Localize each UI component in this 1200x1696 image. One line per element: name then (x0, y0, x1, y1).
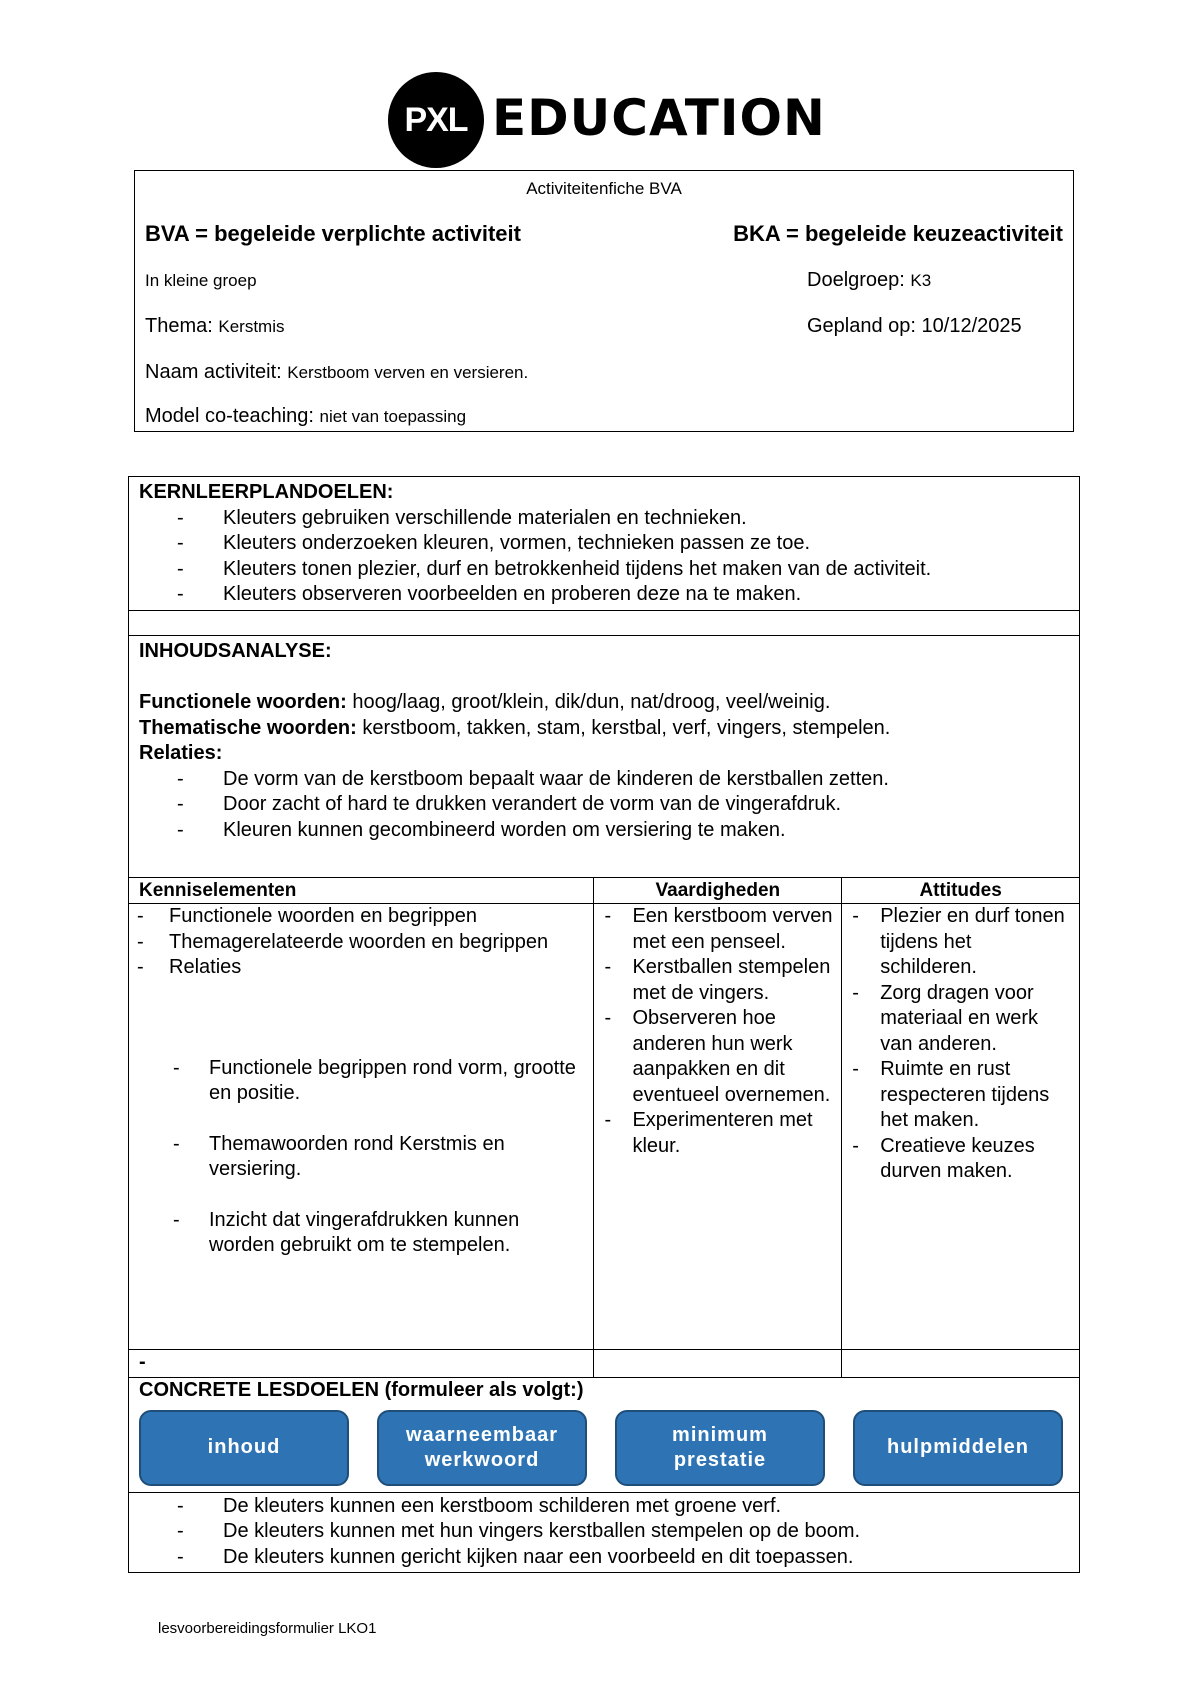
form-footer: lesvoorbereidingsformulier LKO1 (158, 1620, 377, 1637)
inhoud-title: INHOUDSANALYSE: (139, 639, 332, 662)
vaardigheden-list (600, 904, 835, 1159)
list-item: - Themagerelateerde woorden en begrippen (137, 930, 583, 956)
pxl-education-logo (388, 70, 828, 170)
vaardigheden-header: Vaardigheden (594, 877, 842, 904)
activity-label: Naam activiteit: (145, 361, 288, 383)
list-item: - Themawoorden rond Kerstmis en versiering. (137, 1132, 583, 1183)
list-item: - Functionele woorden en begrippen (137, 904, 583, 930)
relations-label: Relaties: (139, 742, 223, 764)
concrete-goals-list-row (129, 1492, 1080, 1573)
list-item: - De kleuters kunnen met hun vingers kerstballen stempelen op de boom. (139, 1519, 1069, 1545)
concrete-goals-row (129, 1378, 1080, 1493)
activity-name (145, 361, 528, 384)
list-item: - Een kerstboom verven met een penseel. (600, 904, 835, 955)
bka-definition: BKA = begeleide keuzeactiviteit (733, 221, 1063, 246)
list-item: - Functionele begrippen rond vorm, grootte en positie. (137, 1056, 583, 1107)
functional-words-label: Functionele woorden: (139, 691, 347, 713)
attitudes-list (848, 904, 1073, 1185)
thematic-words (139, 716, 1069, 742)
logo-wordmark: EDUCATION (492, 89, 826, 147)
functional-words-text: hoog/laag, groot/klein, dik/dun, nat/droog, veel/weinig. (346, 691, 831, 713)
attitudes-header: Attitudes (842, 877, 1080, 904)
concrete-goals-list (139, 1494, 1069, 1571)
list-item: - Relaties (137, 955, 583, 981)
thematic-words-text: kerstboom, takken, stam, kerstbal, verf, vingers, stempelen. (356, 716, 891, 739)
functional-words (139, 690, 1069, 716)
list-item: - Zorg dragen voor materiaal en werk van anderen. (848, 981, 1073, 1058)
theme-label: Thema: (145, 315, 219, 337)
activity-header-box (134, 170, 1074, 432)
inhoudsanalyse-row (129, 635, 1080, 877)
thematic-words-label: Thematische woorden: (139, 716, 357, 739)
planned-date: Gepland op: 10/12/2025 (807, 315, 1022, 337)
columns-content-row (129, 904, 1080, 1350)
concrete-title: CONCRETE LESDOELEN (formuleer als volgt:) (139, 1379, 584, 1401)
kennis-sub-list (137, 1056, 583, 1259)
theme (145, 315, 284, 338)
dash-row (129, 1350, 1080, 1378)
list-item: - Inzicht dat vingerafdrukken kunnen worden gebruikt om te stempelen. (137, 1208, 583, 1259)
list-item: - Ruimte en rust respecteren tijdens het maken. (848, 1057, 1073, 1134)
list-item: - Plezier en durf tonen tijdens het schilderen. (848, 904, 1073, 981)
coteach-label: Model co-teaching: (145, 405, 320, 427)
spacer-row (129, 610, 1080, 635)
kennis-list (137, 904, 583, 981)
pill-minimum-prestatie: minimum prestatie (615, 1410, 825, 1486)
kennis-header: Kenniselementen (129, 877, 594, 904)
target-group (807, 269, 931, 292)
kernleerplan-list (139, 506, 1069, 608)
lesson-plan-table (128, 476, 1080, 1573)
sheet-caption: Activiteitenfiche BVA (526, 179, 682, 198)
kernleerplan-row (129, 477, 1080, 611)
target-value: K3 (910, 271, 932, 290)
list-item: - Kerstballen stempelen met de vingers. (600, 955, 835, 1006)
list-item: - Kleuters gebruiken verschillende materialen en technieken. (139, 506, 1069, 532)
coteaching-model (145, 405, 466, 428)
list-item: - Kleuters observeren voorbeelden en proberen deze na te maken. (139, 582, 1069, 608)
list-item: - Kleuren kunnen gecombineerd worden om versiering te maken. (139, 818, 1069, 844)
relations-list (139, 767, 1069, 844)
dash-cell: - (129, 1350, 594, 1378)
activity-value: Kerstboom verven en versieren. (287, 363, 529, 382)
bva-definition: BVA = begeleide verplichte activiteit (145, 221, 521, 246)
list-item: - Observeren hoe anderen hun werk aanpakken en dit eventueel overnemen. (600, 1006, 835, 1108)
pxl-logo-badge: PXL (388, 72, 484, 168)
pill-hulpmiddelen: hulpmiddelen (853, 1410, 1063, 1486)
columns-header-row (129, 877, 1080, 904)
list-item: - Experimenteren met kleur. (600, 1108, 835, 1159)
list-item: - De kleuters kunnen gericht kijken naar een voorbeeld en dit toepassen. (139, 1545, 1069, 1571)
coteach-value: niet van toepassing (319, 407, 467, 426)
list-item: - Door zacht of hard te drukken verandert de vorm van de vingerafdruk. (139, 792, 1069, 818)
target-label: Doelgroep: (807, 269, 911, 291)
theme-value: Kerstmis (218, 317, 285, 336)
kernleerplan-title: KERNLEERPLANDOELEN: (139, 481, 394, 503)
list-item: - Kleuters onderzoeken kleuren, vormen, technieken passen ze toe. (139, 531, 1069, 557)
pill-inhoud: inhoud (139, 1410, 349, 1486)
goal-formula-pills (139, 1404, 1069, 1492)
list-item: - De vorm van de kerstboom bepaalt waar de kinderen de kerstballen zetten. (139, 767, 1069, 793)
group-setting: In kleine groep (145, 271, 257, 290)
list-item: - Creatieve keuzes durven maken. (848, 1134, 1073, 1185)
list-item: - Kleuters tonen plezier, durf en betrokkenheid tijdens het maken van de activiteit. (139, 557, 1069, 583)
pill-waarneembaar-werkwoord: waarneembaar werkwoord (377, 1410, 587, 1486)
list-item: - De kleuters kunnen een kerstboom schilderen met groene verf. (139, 1494, 1069, 1520)
